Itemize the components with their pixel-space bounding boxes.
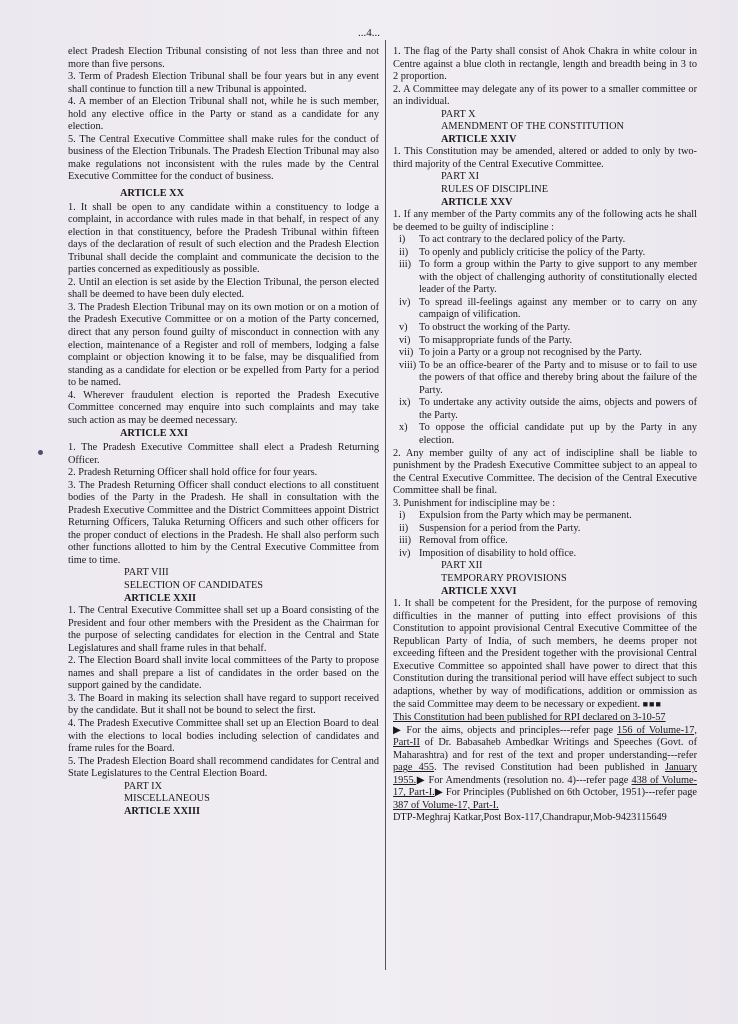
paragraph: elect Pradesh Election Tribunal consisting of not less than three and not more than five persons. — [68, 46, 379, 70]
date-reference: January 1955. — [393, 762, 697, 786]
page-number: ...4... — [358, 27, 380, 39]
paragraph: 2. A Committee may delegate any of its power to a smaller committee or an individual. — [393, 83, 697, 108]
list-number: vi) — [399, 334, 411, 346]
end-marks: ■■■ — [642, 699, 662, 710]
paragraph: 1. The Central Executive Committee shall set up a Board consisting of the President and four other members with the President as the Chairman for the purpose of selecting candidates for election in the Central and State Legislatures and shall frame rules in that behalf. — [68, 605, 379, 654]
ink-spot — [38, 450, 43, 455]
list-number: i) — [399, 234, 406, 246]
list-item — [393, 523, 697, 536]
paragraph-text: 1. It shall be competent for the President, for the purpose of removing difficulties in the manner of putting into effect provisions of this Constitution to appoint provisional Central Executive Committee of the Republican Party of India, of such members, he deems proper not exceeding fifteen and the President together with the provisional Central Executive Committee so appointed shall have power to direct that this Constitution during the transitional period will have effect subject to such adaptions, whether by way of modifications, addition or ommission as the said Committee may deem to be necessary or expedient. — [393, 598, 697, 711]
note-text: For Principles (Published on 6th October, 1951)---refer page — [443, 787, 698, 799]
paragraph: 3. The Pradesh Returning Officer shall conduct elections to all constituent bodies of the Party in the Pradesh. He shall in consultation with the Pradesh Executive Committee and the District Committees appoint District Returning Officers, Taluka Returning Officers and such other officers for the proper conduct of elections in the Pradesh. He shall also perform such other functions allotted to him by the Central Executive Committee from time to time. — [68, 479, 379, 566]
arrow-icon: ▶ — [416, 774, 426, 786]
paragraph: 3. Term of Pradesh Election Tribunal shall be four years but in any event shall continue to function till a new Tribunal is appointed. — [68, 71, 379, 95]
part-heading: PART VIII — [124, 567, 169, 579]
list-item — [393, 247, 697, 260]
list-item — [393, 259, 697, 297]
list-number: i) — [399, 510, 406, 522]
part-title: TEMPORARY PROVISIONS — [441, 572, 567, 584]
list-number: x) — [399, 422, 408, 434]
page-reference: 387 of Volume-17, Part-I. — [393, 799, 499, 811]
note-text: For the aims, objects and principles---refer page — [402, 724, 618, 736]
list-item — [393, 422, 697, 447]
list-number: ii) — [399, 522, 409, 534]
part-heading: PART XI — [441, 171, 480, 183]
page-reference: 438 of Volume-17, Part-I. — [393, 774, 697, 799]
paragraph — [393, 598, 697, 712]
list-number: vii) — [399, 347, 414, 359]
article-heading: ARTICLE XXV — [441, 196, 513, 208]
paragraph: 2. Until an election is set aside by the Election Tribunal, the person elected shall be deemed to have been duly elected. — [68, 276, 379, 301]
paragraph: 1. The flag of the Party shall consist of Ahok Chakra in white colour in Centre against a blue cloth in rectangle, length and breadth being in 3 to 2 proportion. — [393, 46, 697, 83]
part-heading: PART IX — [124, 780, 163, 792]
list-item — [393, 347, 697, 360]
list-number: iv) — [399, 296, 411, 308]
article-heading: ARTICLE XXII — [124, 592, 197, 604]
list-text: To join a Party or a group not recognised by the Party. — [419, 347, 642, 359]
list-text: Removal from office. — [419, 535, 508, 547]
list-text: To form a group within the Party to give support to any member with the object of challenging authority of constitutionally elected leader of the Party. — [419, 259, 697, 296]
article-heading: ARTICLE XXIII — [124, 805, 201, 817]
punishment-list — [393, 510, 697, 560]
list-number: ii) — [399, 246, 409, 258]
list-text: To be an office-bearer of the Party and to misuse or to fail to use the powers of that office and thereby bring about the failure of the Party. — [419, 359, 697, 396]
article-heading: ARTICLE XX — [120, 188, 185, 200]
paragraph: 1. The Pradesh Executive Committee shall elect a Pradesh Returning Officer. — [68, 441, 379, 466]
paragraph: 4. A member of an Election Tribunal shall not, while he is such member, hold any elective office in the Party or stand as a candidate for any election. — [68, 96, 379, 133]
list-item — [393, 510, 697, 523]
list-item — [393, 297, 697, 322]
indiscipline-acts-list — [393, 234, 697, 447]
list-item — [393, 397, 697, 422]
list-number: viii) — [399, 359, 417, 371]
list-number: iii) — [399, 535, 412, 547]
paragraph: 2. The Election Board shall invite local committees of the Party to propose names and shall prepare a list of candidates in the order based on the support gained by the candidate. — [68, 655, 379, 692]
list-item — [393, 535, 697, 548]
publication-line: This Constitution had been published for RPI declared on 3-10-57 — [393, 711, 666, 723]
arrow-icon: ▶ — [393, 724, 403, 736]
paragraph: 5. The Central Executive Committee shall make rules for the conduct of business of the Election Tribunals. The Pradesh Election Tribunal may also make regulations not inconsistent with the rules made by the Central Executive Committee for the conduct of business. — [68, 133, 379, 183]
article-heading: ARTICLE XXIV — [441, 133, 517, 145]
paragraph: 1. If any member of the Party commits any of the following acts he shall be deemed to be guilty of indiscipline : — [393, 209, 697, 233]
note-text: For Amendments (resolution no. 4)---refer page — [425, 774, 632, 786]
list-text: Imposition of disability to hold office. — [419, 547, 577, 559]
list-text: To misappropriate funds of the Party. — [419, 334, 573, 346]
right-column — [393, 46, 697, 825]
page-reference: 156 of Volume-17, Part-II — [393, 724, 697, 749]
part-heading: PART X — [441, 108, 476, 120]
list-text: To act contrary to the declared policy of the Party. — [419, 234, 626, 246]
list-text: To obstruct the working of the Party. — [419, 322, 571, 334]
article-heading: ARTICLE XXVI — [441, 585, 517, 597]
paragraph: 5. The Pradesh Election Board shall recommend candidates for Central and State Legislatures to the Central Election Board. — [68, 755, 379, 780]
paragraph: 3. The Board in making its selection shall have regard to support received by the candidate. But it shall not be bound to select the first. — [68, 692, 379, 717]
list-text: To undertake any activity outside the aims, objects and powers of the Party. — [419, 397, 697, 421]
paragraph: 3. Punishment for indiscipline may be : — [393, 497, 556, 509]
list-item — [393, 335, 697, 348]
arrow-icon: ▶ — [434, 787, 444, 799]
paragraph: 1. It shall be open to any candidate within a constituency to lodge a complaint, in accordance with rules made in that behalf, in respect of any election in that constituency, before the Pradesh Tribunal within fifteen days of the declaration of result of such election and the Pradesh Election Tribunal shall decide the complaint and communicate the decision to the parties concerned as expeditiously as possible. — [68, 201, 379, 276]
list-item — [393, 360, 697, 398]
list-item — [393, 234, 697, 247]
list-text: Expulsion from the Party which may be permanent. — [419, 510, 632, 522]
part-heading: PART XII — [441, 560, 483, 572]
note-text: . The revised Constitution had been published in — [434, 762, 665, 774]
part-title: MISCELLANEOUS — [124, 793, 210, 805]
paragraph: 4. The Pradesh Executive Committee shall set up an Election Board to deal with the elections to local bodies including selection of candidates and frame rules for the Board. — [68, 717, 379, 755]
list-number: iv) — [399, 547, 411, 559]
list-text: To oppose the official candidate put up by the Party in any election. — [419, 422, 697, 446]
column-divider — [385, 40, 386, 970]
list-number: v) — [399, 322, 408, 334]
paragraph: 4. Wherever fraudulent election is reported the Pradesh Executive Committee concerned may enquire into such complaints and may take such action as may be deemed necessary. — [68, 389, 379, 426]
dtp-credit: DTP-Meghraj Katkar,Post Box-117,Chandrapur,Mob-9423115649 — [393, 812, 667, 824]
part-title: AMENDMENT OF THE CONSTITUTION — [441, 121, 624, 133]
part-title: SELECTION OF CANDIDATES — [124, 579, 264, 591]
paragraph: 2. Any member guilty of any act of indiscipline shall be liable to punishment by the Pradesh Executive Committee subject to an appeal to the Central Executive Committee. The decision of the Central Executive Committee shall be final. — [393, 447, 697, 497]
paragraph: 1. This Constitution may be amended, altered or added to only by two-third majority of the Central Executive Committee. — [393, 146, 697, 170]
list-text: To openly and publicly criticise the policy of the Party. — [419, 246, 646, 258]
article-heading: ARTICLE XXI — [120, 428, 189, 440]
list-number: ix) — [399, 397, 411, 409]
paragraph: 2. Pradesh Returning Officer shall hold office for four years. — [68, 467, 318, 479]
list-item — [393, 548, 697, 561]
list-text: Suspension for a period from the Party. — [419, 522, 581, 534]
list-text: To spread ill-feelings against any member or to carry on any campaign of vilification. — [419, 296, 697, 321]
note-text: of Dr. Babasaheb Ambedkar Writings and Speeches (Govt. of Maharashtra) and for rest of the text and proper understanding---refer — [393, 737, 697, 761]
paragraph: 3. The Pradesh Election Tribunal may on its own motion or on a motion of the Pradesh Executive Committee or on a motion of the Party concerned, direct that any person found guilty of misconduct in connection with any election, maintenance of a Register and roll of members, lodging a false complaint or objection knowing it to be false, may be disqualified from standing as a candidate for election or be expelled from Party for a period to be named. — [68, 301, 379, 389]
page-reference: page 455 — [393, 762, 435, 774]
list-item — [393, 322, 697, 335]
part-title: RULES OF DISCIPLINE — [441, 184, 548, 196]
left-column — [68, 46, 379, 818]
publication-note — [393, 712, 697, 812]
list-number: iii) — [399, 259, 412, 271]
